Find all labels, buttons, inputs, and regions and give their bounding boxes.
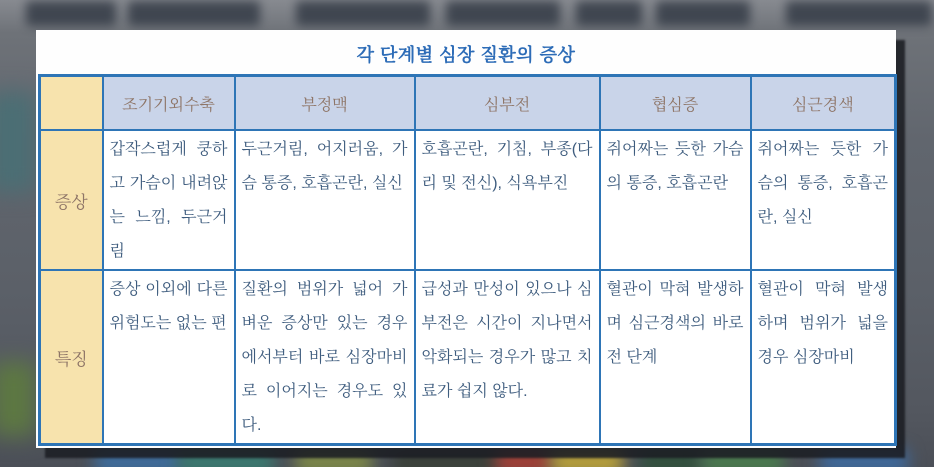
blurred-headline-fragment bbox=[576, 1, 642, 26]
table-cell: 혈관이 막혀 발생하며 심근경색의 바로 전 단계 bbox=[600, 270, 751, 445]
table-cell: 증상 이외에 다른 위험도는 없는 편 bbox=[103, 270, 235, 445]
blurred-background-blob bbox=[178, 449, 274, 467]
blurred-background-blob bbox=[392, 449, 504, 467]
blurred-background-blob bbox=[496, 449, 552, 467]
blurred-headline-fragment bbox=[786, 1, 932, 26]
table-cell: 갑작스럽게 쿵하고 가슴이 내려앉는 느낌, 두근거림 bbox=[103, 130, 235, 270]
blurred-background-blob bbox=[551, 449, 623, 467]
table-card bbox=[36, 30, 896, 448]
table-title: 각 단계별 심장 질환의 증상 bbox=[356, 45, 576, 65]
column-header-myocardial-infarction: 심근경색 bbox=[751, 76, 896, 131]
blurred-background-blob bbox=[95, 449, 183, 467]
blurred-background-blob bbox=[640, 449, 702, 467]
table-row-characteristics bbox=[40, 270, 896, 445]
table-cell: 쥐어짜는 듯한 가슴의 통증, 호흡곤란 bbox=[600, 130, 751, 270]
row-header-symptoms: 증상 bbox=[40, 130, 103, 270]
blurred-headline-fragment bbox=[446, 1, 560, 26]
blurred-headline-fragment bbox=[26, 1, 116, 26]
row-header-characteristics: 특징 bbox=[40, 270, 103, 445]
blurred-background-blob bbox=[296, 449, 372, 467]
table-cell: 호흡곤란, 기침, 부종(다리 및 전신), 식욕부진 bbox=[415, 130, 600, 270]
header-row bbox=[40, 76, 896, 131]
table-cell: 쥐어짜는 듯한 가슴의 통증, 호흡곤란, 실신 bbox=[751, 130, 896, 270]
column-header-premature-beat: 조기기외수축 bbox=[103, 76, 235, 131]
blurred-background-blob bbox=[702, 449, 784, 467]
table-cell: 질환의 범위가 넓어 가벼운 증상만 있는 경우에서부터 바로 심장마비로 이어지는 경우도 있다. bbox=[235, 270, 415, 445]
corner-cell bbox=[40, 76, 103, 131]
blurred-background-blob bbox=[0, 362, 36, 436]
blurred-background-blob bbox=[0, 92, 36, 192]
blurred-headline-fragment bbox=[296, 1, 430, 26]
column-header-arrhythmia: 부정맥 bbox=[235, 76, 415, 131]
blurred-headline-fragment bbox=[128, 1, 260, 26]
heart-disease-stage-table bbox=[38, 74, 897, 446]
blurred-background-blob bbox=[820, 449, 908, 467]
column-header-heart-failure: 심부전 bbox=[415, 76, 600, 131]
table-cell: 두근거림, 어지러움, 가슴 통증, 호흡곤란, 실신 bbox=[235, 130, 415, 270]
table-cell: 혈관이 막혀 발생하며 범위가 넓을 경우 심장마비 bbox=[751, 270, 896, 445]
table-cell: 급성과 만성이 있으나 심부전은 시간이 지나면서 악화되는 경우가 많고 치료가 쉽지 않다. bbox=[415, 270, 600, 445]
column-header-angina: 협심증 bbox=[600, 76, 751, 131]
blurred-headline-fragment bbox=[656, 1, 750, 26]
table-row-symptoms bbox=[40, 130, 896, 270]
